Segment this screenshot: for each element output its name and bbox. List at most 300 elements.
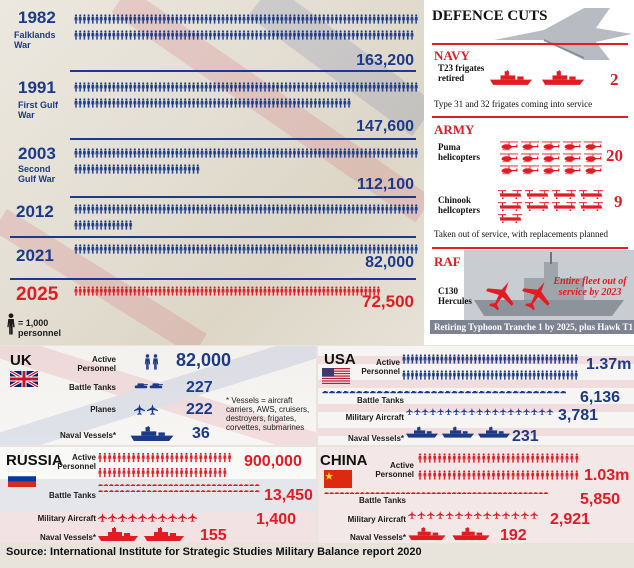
person-icon	[352, 204, 355, 213]
person-icon	[575, 370, 578, 379]
uk-footnote: * Vessels = aircraft carriers, AWS, cruisers, destroyers, frigates, corvettes, submarines	[226, 396, 310, 432]
person-icon	[457, 354, 460, 363]
person-icon	[154, 164, 157, 173]
person-icon	[226, 82, 229, 91]
person-icon	[184, 244, 187, 253]
person-icon	[221, 82, 224, 91]
person-icon	[418, 453, 421, 462]
person-icon	[398, 30, 401, 39]
person-icon	[458, 453, 461, 462]
person-icon	[410, 30, 413, 39]
person-icon	[381, 148, 384, 157]
person-icon	[343, 204, 346, 213]
person-icon	[79, 244, 82, 253]
tank-icon	[255, 484, 260, 486]
tank-icon	[465, 391, 471, 393]
russia-value-naval: 155	[200, 527, 227, 543]
person-icon	[301, 244, 304, 253]
person-icon	[487, 453, 490, 462]
person-icon	[132, 468, 135, 477]
person-icon	[477, 453, 480, 462]
person-icon	[502, 453, 505, 462]
tank-icon	[482, 492, 487, 494]
person-icon	[272, 204, 275, 213]
person-icon	[394, 82, 397, 91]
person-icon	[95, 204, 98, 213]
person-icon	[343, 98, 346, 107]
person-icon	[204, 453, 207, 462]
person-icon	[373, 14, 376, 23]
person-icon	[373, 148, 376, 157]
person-icon	[516, 470, 519, 479]
person-icon	[87, 164, 90, 173]
person-icon	[463, 470, 466, 479]
timeline-people-1991	[74, 80, 418, 112]
person-icon	[205, 30, 208, 39]
tank-icon	[365, 492, 370, 494]
person-icon	[209, 286, 212, 295]
person-icon	[137, 204, 140, 213]
person-icon	[512, 453, 515, 462]
person-icon	[272, 148, 275, 157]
person-icon	[289, 148, 292, 157]
person-icon	[154, 244, 157, 253]
person-icon	[87, 98, 90, 107]
person-icon	[410, 148, 413, 157]
person-icon	[213, 98, 216, 107]
person-icon	[562, 370, 565, 379]
person-icon	[91, 30, 94, 39]
heli-icon	[521, 166, 539, 175]
person-icon	[199, 468, 202, 477]
tank-icon	[506, 391, 512, 393]
tank-icon	[424, 391, 430, 393]
person-icon	[289, 244, 292, 253]
person-icon	[209, 244, 212, 253]
person-icon	[322, 204, 325, 213]
army-heading: ARMY	[434, 122, 475, 137]
person-icon	[214, 453, 217, 462]
person-icon	[167, 244, 170, 253]
person-icon	[301, 82, 304, 91]
person-icon	[410, 244, 413, 253]
usa-panel	[318, 346, 634, 445]
tank-icon	[228, 484, 233, 486]
person-icon	[310, 148, 313, 157]
person-icon	[415, 82, 418, 91]
person-icon	[293, 148, 296, 157]
person-icon	[314, 82, 317, 91]
person-icon	[352, 30, 355, 39]
person-icon	[537, 370, 540, 379]
person-icon	[166, 453, 169, 462]
person-icon	[556, 470, 559, 479]
tank-icon	[544, 492, 549, 494]
person-icon	[443, 470, 446, 479]
timeline-war-2003: Second Gulf War	[18, 164, 56, 184]
person-icon	[179, 244, 182, 253]
person-icon	[116, 14, 119, 23]
person-icon	[190, 468, 193, 477]
person-icon	[428, 453, 431, 462]
person-icon	[259, 98, 262, 107]
person-icon	[554, 354, 557, 363]
person-icon	[247, 14, 250, 23]
person-icon	[512, 470, 515, 479]
person-icon	[402, 82, 405, 91]
person-icon	[121, 98, 124, 107]
person-icon	[175, 453, 178, 462]
person-icon	[411, 370, 414, 379]
chinook-icon	[498, 190, 522, 199]
person-icon	[402, 14, 405, 23]
person-icon	[453, 470, 456, 479]
person-icon	[251, 244, 254, 253]
person-icon	[272, 286, 275, 295]
person-icon	[163, 164, 166, 173]
person-icon	[192, 244, 195, 253]
person-icon	[213, 286, 216, 295]
tank-icon	[125, 484, 130, 486]
person-icon	[512, 354, 515, 363]
person-icon	[171, 82, 174, 91]
person-icon	[205, 244, 208, 253]
person-icon	[100, 244, 103, 253]
person-icon	[415, 354, 418, 363]
person-legend-icon	[6, 313, 16, 335]
tank-icon	[136, 484, 141, 486]
timeline-divider	[70, 138, 416, 140]
person-icon	[205, 98, 208, 107]
person-icon	[129, 204, 132, 213]
chinook-icon	[498, 202, 522, 211]
cuts-title: DEFENCE CUTS	[432, 8, 548, 24]
china-value-tanks: 5,850	[580, 491, 621, 508]
person-icon	[146, 14, 149, 23]
tank-icon	[168, 484, 173, 486]
person-icon	[360, 148, 363, 157]
person-icon	[570, 453, 573, 462]
person-icon	[467, 470, 470, 479]
person-icon	[394, 30, 397, 39]
person-icon	[415, 14, 418, 23]
person-icon	[251, 82, 254, 91]
person-icon	[112, 14, 115, 23]
person-icon	[95, 14, 98, 23]
person-icon	[146, 82, 149, 91]
person-icon	[443, 453, 446, 462]
person-icon	[339, 148, 342, 157]
person-icon	[276, 14, 279, 23]
tank-icon	[472, 492, 477, 494]
tank-icon	[136, 490, 141, 492]
plane-icon	[521, 511, 529, 519]
person-icon	[263, 204, 266, 213]
person-icon	[83, 14, 86, 23]
person-icon	[411, 354, 414, 363]
person-icon	[305, 204, 308, 213]
tank-icon	[109, 484, 114, 486]
usa-label-personnel: Active Personnel	[361, 358, 400, 376]
person-icon	[516, 370, 519, 379]
person-icon	[575, 354, 578, 363]
person-icon	[188, 98, 191, 107]
person-icon	[113, 453, 116, 462]
person-icon	[200, 82, 203, 91]
tank-icon	[492, 391, 498, 393]
person-icon	[129, 148, 132, 157]
person-icon	[129, 220, 132, 229]
person-icon	[297, 14, 300, 23]
tank-icon	[217, 484, 222, 486]
person-icon	[150, 286, 153, 295]
person-icon	[377, 148, 380, 157]
person-icon	[87, 286, 90, 295]
tank-icon	[343, 391, 349, 393]
plane-icon	[539, 408, 546, 415]
plane-icon	[148, 513, 157, 522]
tank-icon	[538, 492, 543, 494]
person-icon	[103, 453, 106, 462]
person-icon	[402, 354, 405, 363]
person-icon	[125, 164, 128, 173]
person-icon	[272, 82, 275, 91]
timeline-war-1991: First Gulf War	[18, 100, 58, 120]
person-icon	[394, 148, 397, 157]
uk-value-naval: 36	[192, 425, 210, 442]
person-icon	[242, 286, 245, 295]
russia-name: RUSSIA	[6, 452, 63, 469]
person-icon	[163, 98, 166, 107]
china-value-aircraft: 2,921	[550, 511, 591, 528]
person-icon	[175, 286, 178, 295]
person-icon	[184, 286, 187, 295]
person-icon	[352, 82, 355, 91]
person-icon	[482, 453, 485, 462]
tank-icon	[363, 391, 369, 393]
person-icon	[331, 148, 334, 157]
person-icon	[125, 286, 128, 295]
person-icon	[158, 82, 161, 91]
person-icon	[200, 244, 203, 253]
person-icon	[331, 14, 334, 23]
person-icon	[415, 204, 418, 213]
tank-icon	[179, 484, 184, 486]
person-icon	[238, 286, 241, 295]
tank-icon	[147, 484, 152, 486]
person-icon	[562, 354, 565, 363]
person-icon	[356, 82, 359, 91]
person-icon	[385, 30, 388, 39]
person-icon	[184, 148, 187, 157]
person-icon	[213, 148, 216, 157]
person-icon	[137, 164, 140, 173]
person-icon	[188, 148, 191, 157]
person-icon	[407, 370, 410, 379]
person-icon	[242, 244, 245, 253]
person-icon	[268, 14, 271, 23]
person-icon	[100, 14, 103, 23]
person-icon	[142, 286, 145, 295]
person-icon	[100, 286, 103, 295]
person-icon	[230, 30, 233, 39]
person-icon	[472, 453, 475, 462]
tank-icon	[356, 391, 362, 393]
person-icon	[142, 204, 145, 213]
person-icon	[533, 354, 536, 363]
person-icon	[142, 82, 145, 91]
person-icon	[402, 244, 405, 253]
person-icon	[234, 82, 237, 91]
person-icon	[188, 30, 191, 39]
person-icon	[448, 470, 451, 479]
person-icon	[377, 204, 380, 213]
person-icon	[74, 164, 77, 173]
tank-icon	[174, 484, 179, 486]
tank-icon	[431, 492, 436, 494]
person-icon	[495, 370, 498, 379]
person-icon	[486, 354, 489, 363]
china-name: CHINA	[320, 452, 368, 469]
person-icon	[184, 82, 187, 91]
person-icon	[556, 453, 559, 462]
person-icon	[297, 82, 300, 91]
person-icon	[402, 204, 405, 213]
plane-icon	[502, 511, 510, 519]
person-icon	[121, 30, 124, 39]
person-icon	[492, 453, 495, 462]
person-icon	[406, 204, 409, 213]
person-icon	[318, 244, 321, 253]
timeline-year-2003: 2003	[18, 144, 56, 163]
heli-icon	[500, 166, 518, 175]
person-icon	[347, 30, 350, 39]
person-icon	[284, 14, 287, 23]
tank-icon	[533, 391, 539, 393]
person-icon	[79, 164, 82, 173]
person-icon	[79, 82, 82, 91]
person-icon	[301, 30, 304, 39]
person-icon	[314, 244, 317, 253]
person-icon	[457, 370, 460, 379]
plane-icon	[158, 513, 167, 522]
person-icon	[179, 204, 182, 213]
plane-icon	[500, 408, 507, 415]
heli-icon	[521, 142, 539, 151]
person-icon	[326, 30, 329, 39]
person-icon	[461, 370, 464, 379]
person-icon	[158, 98, 161, 107]
person-icon	[95, 220, 98, 229]
person-icon	[276, 204, 279, 213]
person-icon	[238, 244, 241, 253]
personnel-timeline	[0, 0, 424, 345]
person-icon	[175, 164, 178, 173]
plane-icon	[507, 408, 514, 415]
chinook-icon	[579, 190, 603, 199]
person-icon	[213, 244, 216, 253]
person-icon	[137, 148, 140, 157]
person-icon	[526, 470, 529, 479]
person-icon	[347, 148, 350, 157]
person-icon	[347, 98, 350, 107]
person-icon	[415, 148, 418, 157]
person-icon	[184, 204, 187, 213]
puma-label: Puma helicopters	[438, 142, 480, 162]
person-icon	[133, 30, 136, 39]
person-icon	[356, 14, 359, 23]
person-icon	[116, 148, 119, 157]
person-icon	[499, 354, 502, 363]
tank-icon	[244, 484, 249, 486]
person-icon	[364, 204, 367, 213]
tank-icon	[493, 492, 498, 494]
china-value-naval: 192	[500, 527, 527, 543]
person-icon	[83, 204, 86, 213]
person-icon	[360, 14, 363, 23]
person-icon	[108, 244, 111, 253]
person-icon	[151, 453, 154, 462]
navy-heading: NAVY	[434, 48, 470, 63]
china-value-personnel: 1.03m	[584, 467, 630, 484]
person-icon	[163, 204, 166, 213]
person-icon	[503, 370, 506, 379]
person-icon	[158, 148, 161, 157]
person-icon	[343, 30, 346, 39]
tank-icon	[401, 492, 406, 494]
person-icon	[322, 286, 325, 295]
person-icon	[190, 453, 193, 462]
timeline-divider	[70, 196, 416, 198]
person-icon	[477, 470, 480, 479]
person-icon	[98, 468, 101, 477]
legend-label: = 1,000 personnel	[18, 318, 62, 338]
person-icon	[238, 98, 241, 107]
person-icon	[255, 14, 258, 23]
person-icon	[398, 244, 401, 253]
person-icon	[74, 82, 77, 91]
person-icon	[137, 30, 140, 39]
person-icon	[322, 14, 325, 23]
heli-icon	[563, 142, 581, 151]
person-icon	[507, 354, 510, 363]
person-icon	[536, 470, 539, 479]
uk-panel	[0, 346, 316, 445]
person-icon	[91, 82, 94, 91]
person-icon	[185, 468, 188, 477]
person-icon	[74, 204, 77, 213]
tank-icon	[190, 490, 195, 492]
timeline-divider	[10, 236, 416, 238]
person-icon	[137, 286, 140, 295]
person-icon	[192, 204, 195, 213]
person-icon	[310, 30, 313, 39]
person-icon	[247, 148, 250, 157]
person-icon	[74, 30, 77, 39]
person-icon	[406, 82, 409, 91]
person-icon	[310, 82, 313, 91]
raf-note: Retiring Typhoon Tranche 1 by 2025, plus Hawk T1	[430, 320, 634, 334]
person-icon	[268, 204, 271, 213]
china-ship-icons	[408, 527, 498, 543]
person-icon	[381, 82, 384, 91]
person-icon	[218, 468, 221, 477]
uk-value-tanks: 227	[186, 379, 213, 396]
tank-icon	[499, 391, 505, 393]
person-icon	[83, 98, 86, 107]
person-icon	[196, 82, 199, 91]
tank-icon	[370, 492, 375, 494]
